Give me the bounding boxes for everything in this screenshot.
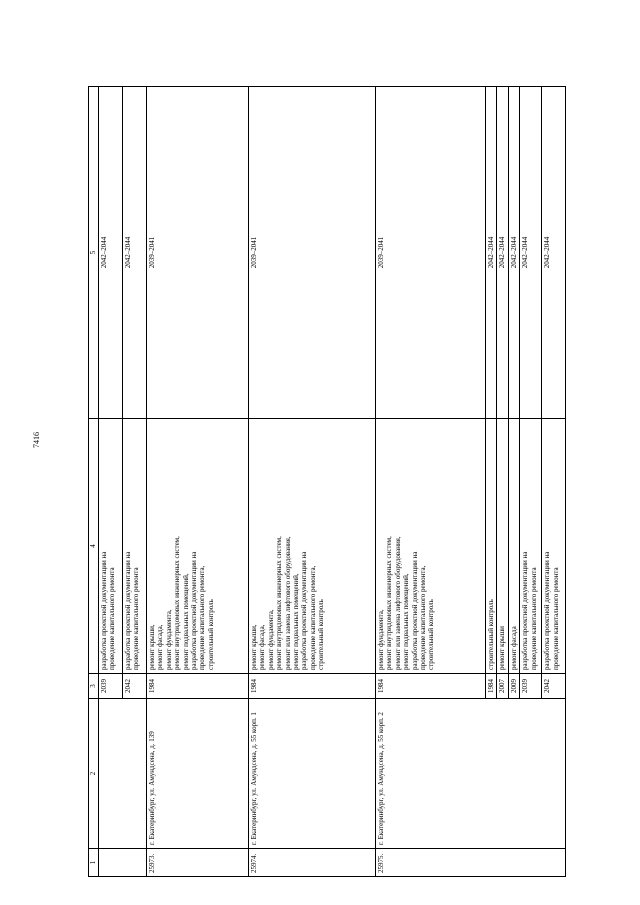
work-line: разработка проектной документации на [410,551,419,670]
work-line: ремонт фундамента, [377,609,385,670]
row-address: г. Екатеринбург, ул. Амундсена, д. 139 [147,699,249,849]
row-address: г. Екатеринбург, ул. Амундсена, д. 55 корп. 1 [249,699,376,849]
row-year: 1984 [486,674,497,699]
row-year: 1984 [147,674,249,699]
row-year: 2042 [542,674,566,699]
row-year: 2007 [497,674,508,699]
row-period: 2042–2044 [123,87,147,419]
row-work [486,419,497,674]
col-header-4: 4 [89,419,99,674]
table-row [99,87,123,877]
repair-schedule-table [88,86,566,877]
row-year: 1984 [376,674,486,699]
work-line: ремонт подвальных помещений, [402,573,411,670]
row-address [99,699,147,849]
table-row [147,87,249,877]
work-line: ремонт крыши [498,626,507,670]
work-line: разработка проектной документации на [543,551,552,670]
row-period: 2042–2044 [508,87,519,419]
row-year: 2039 [520,674,542,699]
row-work [99,419,123,674]
work-line: ремонт фундамента, [266,609,275,670]
work-line: разработка проектной документации на [100,551,108,670]
work-line: ремонт подвальных помещений, [181,573,190,670]
work-line: ремонт внутридомовых инженерных систем, [275,536,284,670]
row-number [99,849,147,877]
work-line: проведение капитального ремонта [551,567,560,670]
work-line: строительный контроль [317,599,326,670]
work-line: разработка проектной документации на [190,551,199,670]
row-period: 2042–2044 [497,87,508,419]
col-header-3: 3 [89,674,99,699]
work-line: ремонт фасада, [258,624,267,670]
work-line: ремонт фасада, [156,624,165,670]
row-year: 2039 [99,674,123,699]
work-line: проведение капитального ремонта [132,567,141,670]
work-line: ремонт внутридомовых инженерных систем, [385,536,394,670]
work-line: ремонт фасада [509,626,518,670]
row-work [508,419,519,674]
row-period: 2042–2044 [99,87,123,419]
row-period: 2042–2044 [542,87,566,419]
col-header-2: 2 [89,699,99,849]
row-number: 25974. [249,849,376,877]
work-line: проведение капитального ремонта [108,567,117,670]
row-work [123,419,147,674]
work-line: строительный контроль [206,599,215,670]
row-work [376,419,486,674]
row-year: 1984 [249,674,376,699]
work-line: проведение капитального ремонта, [419,565,428,670]
row-year: 2042 [123,674,147,699]
rotated-table-wrapper [88,87,560,877]
row-period: 2042–2044 [520,87,542,419]
row-number: 25973. [147,849,249,877]
work-line: ремонт или замена лифтового оборудования, [283,536,292,670]
row-work [147,419,249,674]
work-line: ремонт крыши, [148,624,156,670]
work-line: проведение капитального ремонта, [198,565,207,670]
row-work [542,419,566,674]
page-number: 7416 [32,432,41,448]
header-row [89,87,99,877]
row-period: 2039–2041 [249,87,376,419]
row-work [249,419,376,674]
work-line: разработка проектной документации на [521,551,530,670]
work-line: строительный контроль [487,599,495,670]
work-line: разработка проектной документации на [300,551,309,670]
work-line: проведение капитального ремонта [529,567,538,670]
work-line: ремонт внутридомовых инженерных систем, [173,536,182,670]
col-header-1: 1 [89,849,99,877]
work-line: ремонт подвальных помещений, [292,573,301,670]
row-period: 2039–2041 [376,87,486,419]
row-address: г. Екатеринбург, ул. Амундсена, д. 55 корп. 2 [376,699,566,849]
work-line: ремонт крыши, [250,624,258,670]
row-period: 2039–2041 [147,87,249,419]
row-work [497,419,508,674]
work-line: ремонт фундамента, [164,609,173,670]
row-number: 25975. [376,849,566,877]
row-year: 2009 [508,674,519,699]
work-line: проведение капитального ремонта, [308,565,317,670]
col-header-5: 5 [89,87,99,419]
work-line: разработка проектной документации на [124,551,132,670]
row-work [520,419,542,674]
table-row [249,87,376,877]
table-row [376,87,486,877]
row-period: 2042–2044 [486,87,497,419]
work-line: ремонт или замена лифтового оборудования, [393,536,402,670]
work-line: строительный контроль [427,599,436,670]
